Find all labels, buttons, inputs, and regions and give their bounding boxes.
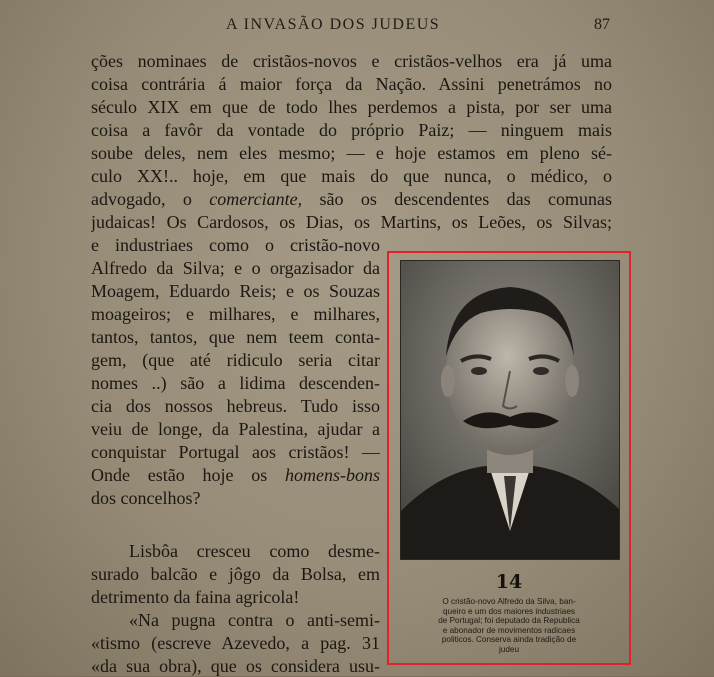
text-line: Alfredo da Silva; e o orgazisador da (91, 258, 380, 278)
text-line: moageiros; e milhares, e milhares, (91, 304, 380, 324)
text-line: e industriaes como o cristão-novo (91, 235, 380, 255)
text-line: nomes ..) são a lidima descenden- (91, 373, 380, 393)
text-segment: são os descendentes das comunas (319, 189, 612, 209)
italic-term: homens-bons (285, 465, 380, 485)
text-line: Lisbôa cresceu como desme- (129, 541, 380, 561)
caption-line: O cristão-novo Alfredo da Silva, ban- (442, 597, 576, 606)
text-line: século XIX em que de todo lhes perdemos a pista, por ser uma (91, 97, 612, 117)
figure-number: 14 (495, 571, 523, 593)
text-line: «Na pugna contra o anti-semi- (129, 610, 380, 630)
text-line: culo XX!.. hoje, em que mais do que nunca, o médico, o (91, 166, 612, 186)
text-line: gem, (que até ridiculo seria citar (91, 350, 380, 370)
text-line: cia dos nossos hebreus. Tudo isso (91, 396, 380, 416)
text-line: Moagem, Eduardo Reis; e os Souzas (91, 281, 380, 301)
text-line (91, 464, 380, 486)
text-line (91, 188, 612, 210)
running-head-title: A INVASÃO DOS JUDEUS (226, 16, 441, 33)
text-line: ções nominaes de cristãos-novos e cristãos-velhos era já uma (91, 51, 612, 71)
running-head (0, 10, 714, 38)
text-line: tantos, tantos, que nem teem conta- (91, 327, 380, 347)
portrait-illustration (401, 261, 619, 559)
text-line: soube deles, nem eles mesmo; — e hoje estamos em pleno sé- (91, 143, 612, 163)
text-line: dos concelhos? (91, 488, 201, 508)
figure-caption (403, 597, 615, 655)
italic-term: comerciante, (209, 189, 303, 209)
text-line: detrimento da faina agricola! (91, 587, 300, 607)
text-line: conquistar Portugal aos cristãos! — (91, 442, 380, 462)
caption-line: politicos. Conserva ainda tradição de (441, 635, 577, 645)
page-number: 87 (594, 16, 610, 33)
text-line: judaicas! Os Cardosos, os Dias, os Martins, os Leões, os Silvas; (91, 212, 612, 232)
text-line: «da sua obra), que os considera usu- (91, 656, 380, 676)
text-line: coisa a favôr da vontade do próprio Paiz; — ninguem mais (91, 120, 612, 140)
text-segment: advogado, o (91, 189, 192, 209)
text-line: veiu de longe, da Palestina, ajudar a (91, 419, 380, 439)
text-line: «tismo (escreve Azevedo, a pag. 31 (91, 633, 380, 653)
figure-highlight-box (387, 251, 631, 665)
caption-line: e abonador de movimentos radicaes (442, 625, 576, 635)
text-line: surado balcão e jôgo da Bolsa, em (91, 564, 380, 584)
caption-line: queiro e um dos maiores industriaes (443, 606, 575, 616)
caption-line: de Portugal; foi deputado da Republica (438, 616, 580, 626)
caption-line: judeu (498, 644, 520, 654)
text-segment: Onde estão hoje os (91, 465, 268, 485)
portrait-photo (400, 260, 620, 560)
text-line: coisa contrária á maior força da Nação. Assini penetrámos no (91, 74, 612, 94)
